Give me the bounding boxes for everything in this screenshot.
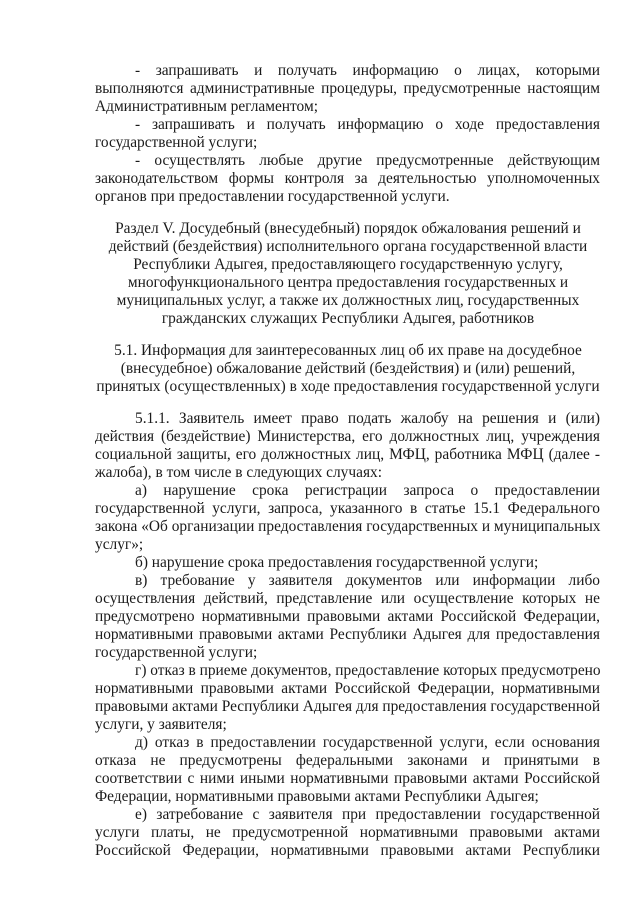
section-heading-line: действий (бездействия) исполнительного органа государственной власти xyxy=(108,238,588,255)
list-item-line: е) затребование с заявителя при предоставлении государственной xyxy=(135,806,600,823)
paragraph-line: законодательством формы контроля за деятельностью уполномоченных xyxy=(95,170,600,187)
paragraph-line: государственной услуги; xyxy=(95,134,258,151)
section-heading-line: муниципальных услуг, а также их должностных лиц, государственных xyxy=(116,292,580,309)
list-item-line: в) требование у заявителя документов или информации либо xyxy=(135,572,600,589)
list-item-line: Российской Федерации, нормативными правовыми актами Республики xyxy=(95,842,600,859)
subsection-heading-line: (внесудебное) обжалование действий (бездействия) и (или) решений, xyxy=(120,360,576,377)
list-item-line: закона «Об организации предоставления государственных и муниципальных xyxy=(95,518,601,535)
paragraph-line: 5.1.1. Заявитель имеет право подать жалобу на решения и (или) xyxy=(135,410,600,427)
list-item-line: нормативными правовыми актами Республики Адыгея для предоставления xyxy=(95,626,600,643)
list-item-line: а) нарушение срока регистрации запроса о предоставлении xyxy=(135,482,600,499)
list-item-line: д) отказ в предоставлении государственной услуги, если основания xyxy=(135,734,600,751)
list-item-line: нормативными правовыми актами Российской Федерации, нормативными xyxy=(95,680,600,697)
list-item-line: б) нарушение срока предоставления государственной услуги; xyxy=(135,554,539,571)
list-item-line: государственной услуги, запроса, указанного в статье 15.1 Федерального xyxy=(95,500,600,517)
paragraph-line: - осуществлять любые другие предусмотренные действующим xyxy=(135,152,600,169)
paragraph-line: - запрашивать и получать информацию о ходе предоставления xyxy=(135,116,600,133)
list-item-line: услуги платы, не предусмотренной нормативными правовыми актами xyxy=(95,824,600,841)
subsection-heading-line: 5.1. Информация для заинтересованных лиц об их праве на досудебное xyxy=(114,342,582,359)
paragraph-line: - запрашивать и получать информацию о лицах, которыми xyxy=(135,62,600,79)
subsection-heading-line: принятых (осуществленных) в ходе предоставления государственной услуги xyxy=(96,378,600,395)
paragraph-line: социальной защиты, его должностных лиц, МФЦ, работника МФЦ (далее - xyxy=(95,446,600,463)
list-item-line: услуг»; xyxy=(95,536,144,553)
section-heading-line: Раздел V. Досудебный (внесудебный) порядок обжалования решений и xyxy=(115,220,581,237)
paragraph-line: жалоба), в том числе в следующих случаях: xyxy=(95,464,382,481)
paragraph-line: органов при предоставлении государственной услуги. xyxy=(95,188,450,205)
paragraph-line: Административным регламентом; xyxy=(95,98,318,115)
list-item-line: отказа не предусмотрены федеральными законами и принятыми в xyxy=(95,752,600,769)
paragraph-line: действия (бездействие) Министерства, его должностных лиц, учреждения xyxy=(95,428,600,445)
list-item-line: соответствии с ними иными нормативными правовыми актами Российской xyxy=(95,770,600,787)
list-item-line: государственной услуги; xyxy=(95,644,258,661)
list-item-line: услуги, у заявителя; xyxy=(95,716,227,733)
list-item-line: г) отказ в приеме документов, предоставление которых предусмотрено xyxy=(135,662,601,679)
list-item-line: Федерации, нормативными правовыми актами Республики Адыгея; xyxy=(95,788,539,805)
section-heading-line: многофункционального центра предоставления государственных и xyxy=(127,274,569,291)
list-item-line: правовыми актами Республики Адыгея для предоставления государственной xyxy=(95,698,601,715)
section-heading-line: Республики Адыгея, предоставляющего государственную услугу, xyxy=(133,256,563,273)
section-heading-line: гражданских служащих Республики Адыгея, работников xyxy=(161,310,535,327)
paragraph-line: выполняются административные процедуры, предусмотренные настоящим xyxy=(95,80,600,97)
list-item-line: предусмотрено нормативными правовыми актами Российской Федерации, xyxy=(95,608,600,625)
list-item-line: осуществления действий, представление или осуществление которых не xyxy=(95,590,600,607)
